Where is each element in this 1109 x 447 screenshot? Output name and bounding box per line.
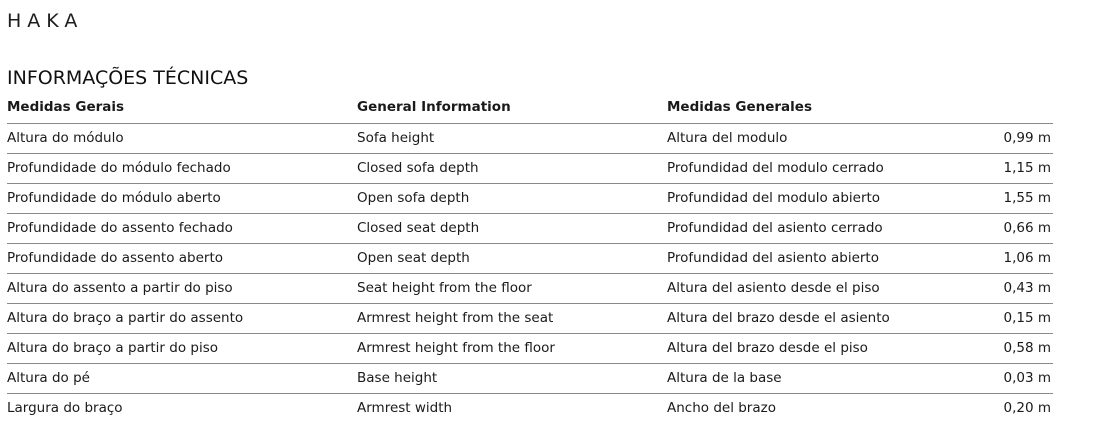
cell-pt: Profundidade do módulo aberto (7, 190, 221, 206)
cell-value: 0,03 m (1003, 370, 1051, 386)
cell-es: Profundidad del asiento cerrado (667, 220, 883, 236)
cell-es: Altura del asiento desde el piso (667, 280, 880, 296)
cell-en: Sofa height (357, 130, 435, 146)
brand-title: HAKA (7, 10, 84, 32)
header-es: Medidas Generales (667, 99, 812, 115)
table-row (7, 304, 1053, 334)
cell-pt: Altura do assento a partir do piso (7, 280, 233, 296)
table-row (7, 274, 1053, 304)
cell-en: Armrest height from the seat (357, 310, 554, 326)
table-header-row (7, 93, 1053, 124)
cell-pt: Profundidade do assento aberto (7, 250, 224, 266)
cell-value: 0,43 m (1003, 280, 1051, 296)
cell-value: 1,55 m (1003, 190, 1051, 206)
cell-en: Closed sofa depth (357, 160, 479, 176)
cell-pt: Largura do braço (7, 400, 123, 416)
cell-value: 0,58 m (1003, 340, 1051, 356)
table-row (7, 364, 1053, 394)
table-row (7, 124, 1053, 154)
table-row (7, 244, 1053, 274)
cell-value: 1,15 m (1003, 160, 1051, 176)
cell-value: 0,66 m (1003, 220, 1051, 236)
cell-en: Open sofa depth (357, 190, 470, 206)
cell-pt: Altura do braço a partir do assento (7, 310, 244, 326)
table-row (7, 334, 1053, 364)
cell-value: 0,99 m (1003, 130, 1051, 146)
cell-pt: Altura do braço a partir do piso (7, 340, 219, 356)
cell-pt: Altura do pé (7, 370, 90, 386)
cell-en: Base height (357, 370, 438, 386)
cell-es: Ancho del brazo (667, 400, 776, 416)
cell-es: Altura de la base (667, 370, 782, 386)
spec-table (7, 93, 1053, 424)
cell-es: Profundidad del asiento abierto (667, 250, 879, 266)
cell-value: 1,06 m (1003, 250, 1051, 266)
table-row (7, 394, 1053, 424)
cell-en: Closed seat depth (357, 220, 480, 236)
cell-value: 0,15 m (1003, 310, 1051, 326)
cell-en: Open seat depth (357, 250, 470, 266)
cell-en: Armrest height from the floor (357, 340, 555, 356)
cell-es: Altura del brazo desde el asiento (667, 310, 890, 326)
cell-es: Altura del brazo desde el piso (667, 340, 868, 356)
cell-pt: Profundidade do módulo fechado (7, 160, 231, 176)
cell-es: Profundidad del modulo cerrado (667, 160, 884, 176)
cell-pt: Altura do módulo (7, 130, 124, 146)
cell-en: Armrest width (357, 400, 453, 416)
cell-pt: Profundidade do assento fechado (7, 220, 233, 236)
cell-en: Seat height from the floor (357, 280, 532, 296)
table-row (7, 154, 1053, 184)
cell-value: 0,20 m (1003, 400, 1051, 416)
table-row (7, 184, 1053, 214)
header-en: General Information (357, 99, 511, 115)
section-title: INFORMAÇÕES TÉCNICAS (7, 67, 249, 89)
header-pt: Medidas Gerais (7, 99, 125, 115)
table-row (7, 214, 1053, 244)
cell-es: Altura del modulo (667, 130, 788, 146)
cell-es: Profundidad del modulo abierto (667, 190, 881, 206)
